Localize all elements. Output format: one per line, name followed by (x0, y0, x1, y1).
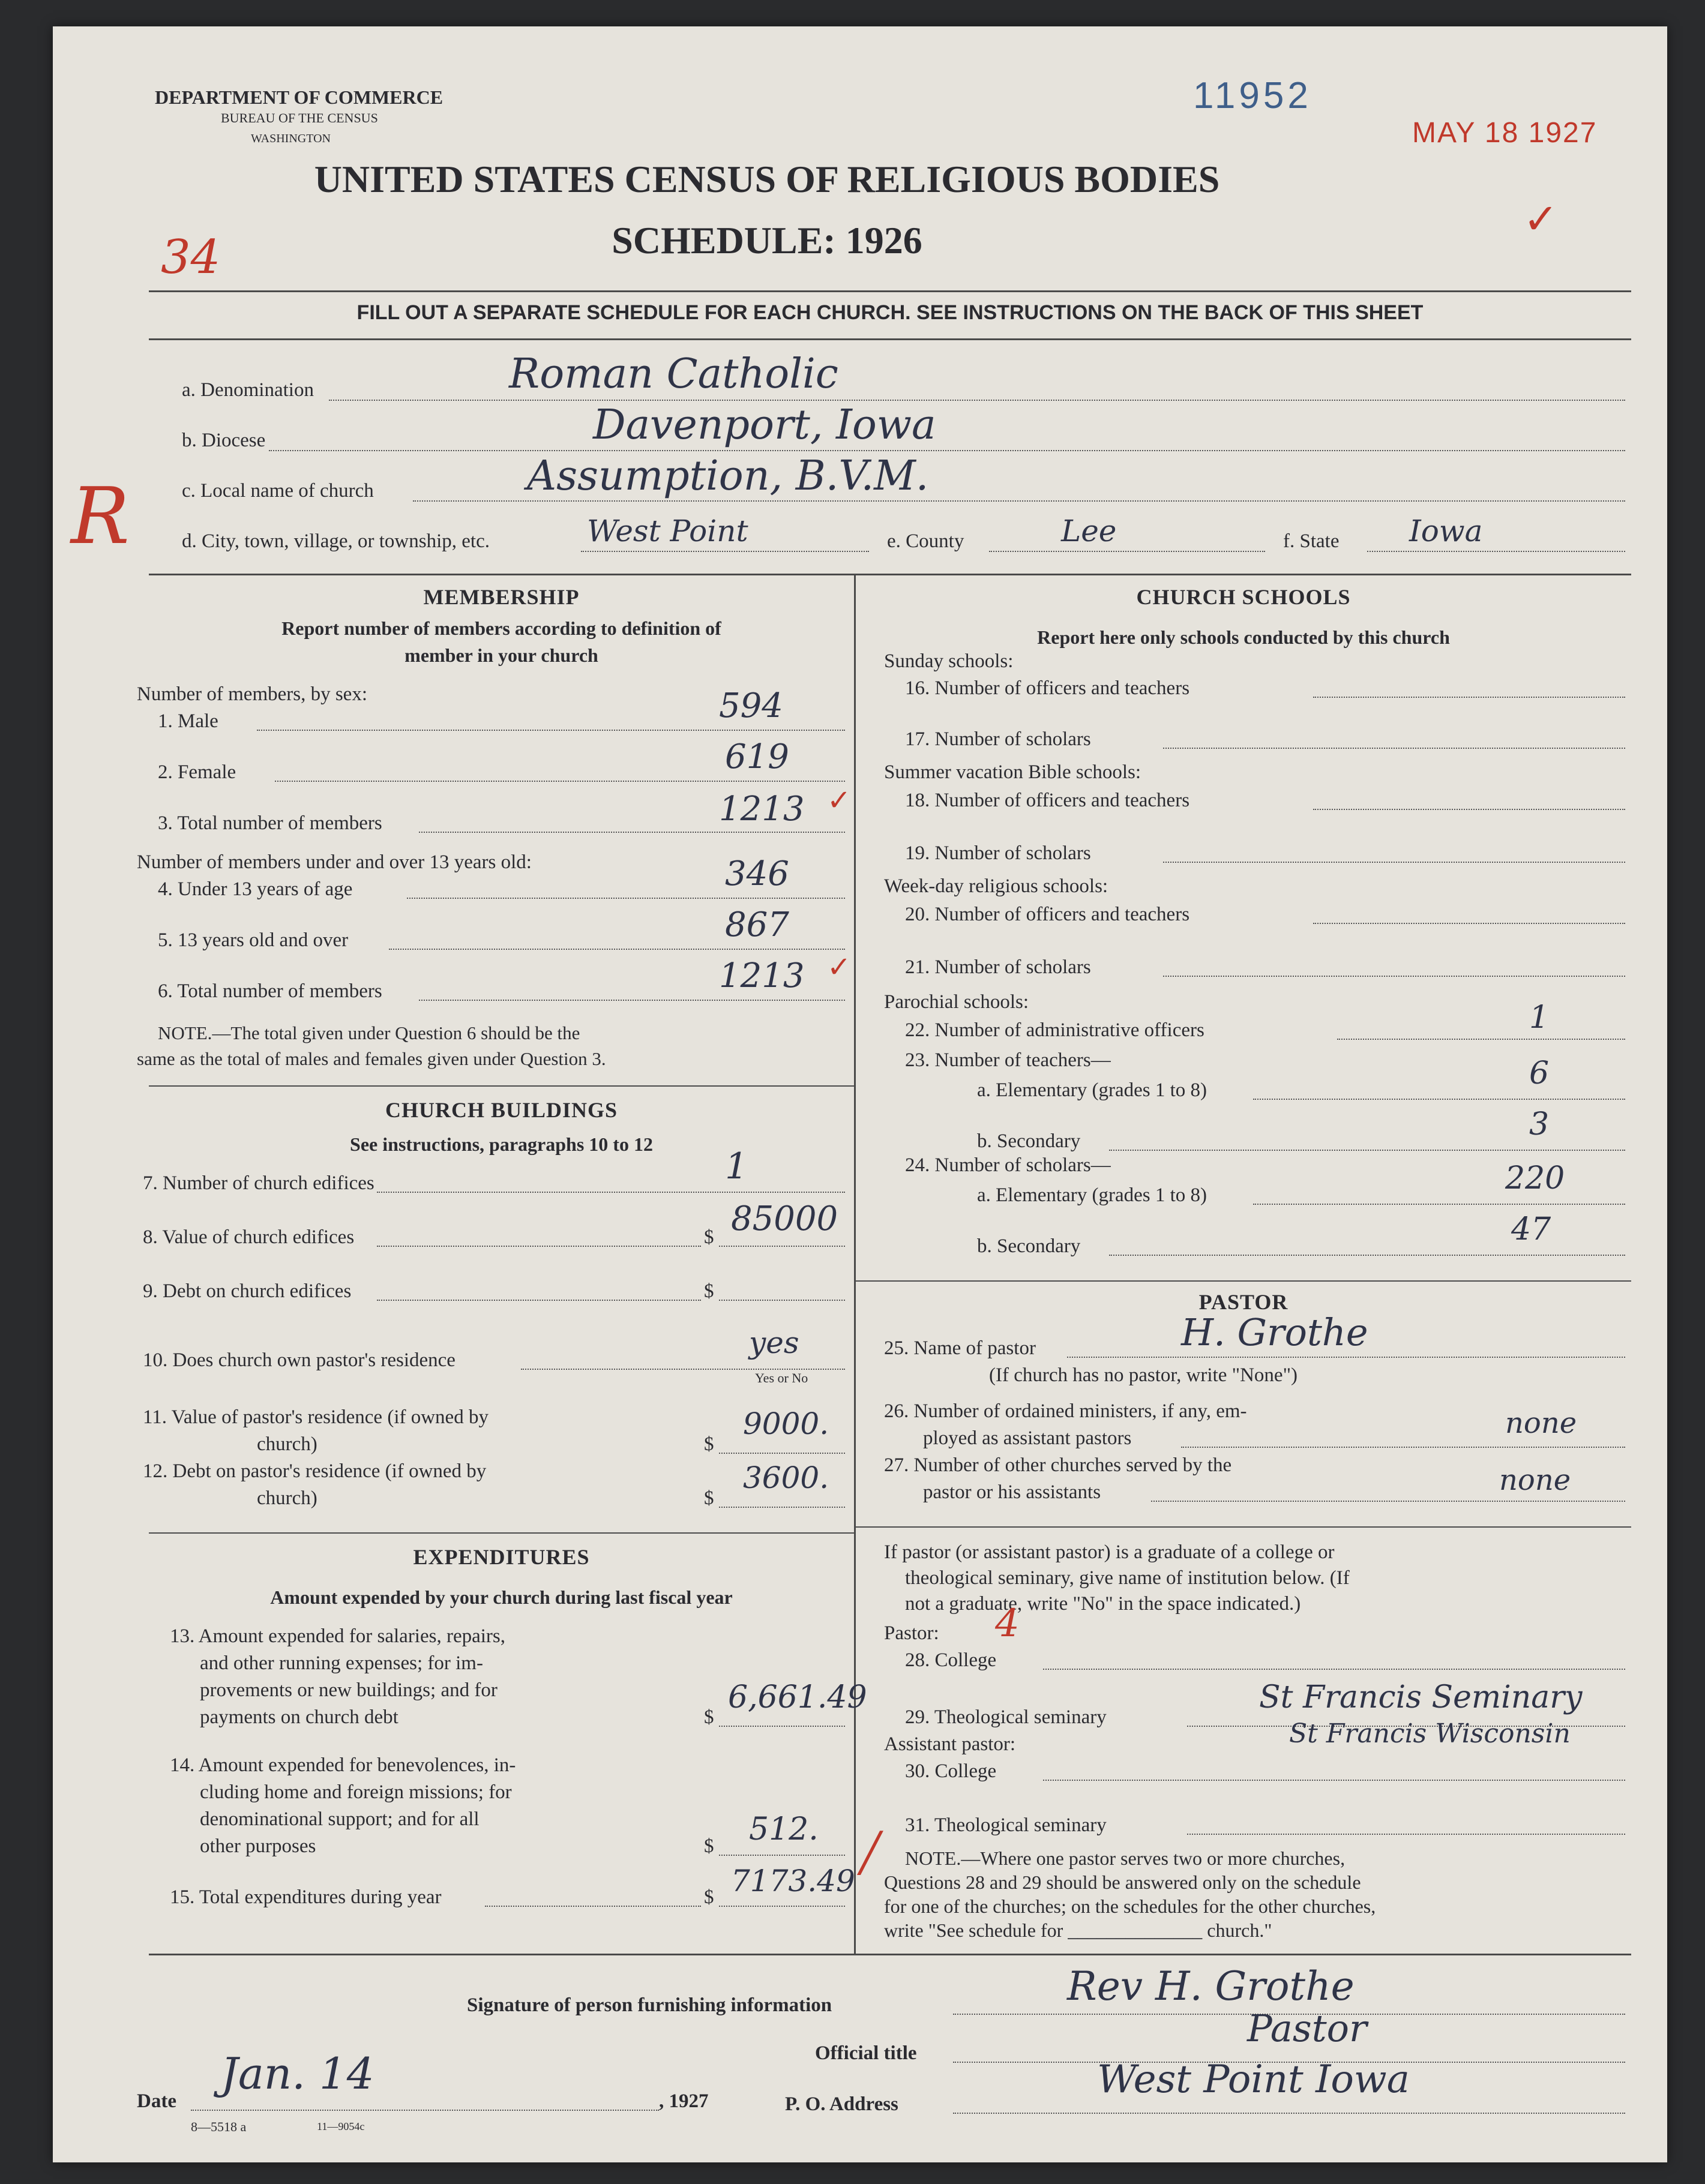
leader (1313, 809, 1625, 810)
expenditures-sub: Amount expended by your church during last fiscal year (270, 1586, 733, 1608)
q26-label-1: 26. Number of ordained ministers, if any, em- (884, 1400, 1247, 1422)
q12-label-2: church) (257, 1487, 317, 1509)
graduate-text-2: theological seminary, give name of institution below. (If (905, 1567, 1350, 1589)
red-mark: / (860, 1816, 879, 1889)
q22-label: 22. Number of administrative officers (905, 1019, 1204, 1041)
leader (1163, 976, 1625, 977)
leader (581, 551, 869, 552)
q16-label: 16. Number of officers and teachers (905, 677, 1190, 699)
state-label: f. State (1283, 530, 1340, 552)
q21-label: 21. Number of scholars (905, 956, 1091, 978)
by-sex-label: Number of members, by sex: (137, 683, 367, 705)
column-divider (854, 574, 856, 1954)
red-annotation: 4 (995, 1601, 1020, 1646)
q9-label: 9. Debt on church edifices (143, 1280, 352, 1302)
leader (377, 1192, 845, 1193)
sunday-label: Sunday schools: (884, 650, 1014, 672)
date-label: Date (137, 2090, 176, 2112)
pastor-sub-label: Pastor: (884, 1622, 939, 1644)
q26-value: none (1505, 1406, 1577, 1440)
leader (1067, 1357, 1625, 1358)
q1-label: 1. Male (158, 710, 218, 732)
membership-intro-1: Report number of members according to definition of (281, 617, 721, 639)
leader (1367, 551, 1625, 552)
leader (1313, 697, 1625, 698)
city-field-label: d. City, town, village, or township, etc. (182, 530, 490, 552)
q23b-label: b. Secondary (977, 1130, 1081, 1152)
q10-label: 10. Does church own pastor's residence (143, 1349, 456, 1371)
leader (407, 898, 845, 899)
q27-label-2: pastor or his assistants (923, 1481, 1101, 1503)
q4-value: 346 (725, 854, 789, 893)
dollar-sign: $ (704, 1433, 714, 1455)
rule (149, 290, 1631, 292)
department-label: DEPARTMENT OF COMMERCE (155, 86, 444, 108)
buildings-sub: See instructions, paragraphs 10 to 12 (350, 1133, 653, 1155)
q6-value: 1213 (719, 956, 805, 995)
form-title: UNITED STATES CENSUS OF RELIGIOUS BODIES (314, 158, 1220, 200)
q13-value: 6,661.49 (728, 1679, 867, 1715)
q11-label-2: church) (257, 1433, 317, 1455)
diocese-value: Davenport, Iowa (593, 401, 936, 449)
q20-label: 20. Number of officers and teachers (905, 904, 1190, 925)
serial-number: 11952 (1193, 75, 1312, 116)
leader (485, 1906, 701, 1907)
pastor-note-2: Questions 28 and 29 should be answered only on the schedule (884, 1871, 1361, 1893)
q24-label: 24. Number of scholars— (905, 1154, 1111, 1176)
leader (1043, 1669, 1625, 1670)
leader (1151, 1501, 1625, 1502)
leader (1181, 1447, 1625, 1448)
county-value: Lee (1061, 514, 1117, 548)
denomination-value: Roman Catholic (509, 350, 838, 398)
pastor-note-4: write "See schedule for ______________ church." (884, 1919, 1272, 1941)
dollar-sign: $ (704, 1280, 714, 1302)
leader (719, 1246, 845, 1247)
q25-note: (If church has no pastor, write "None") (989, 1364, 1298, 1386)
rule (149, 1532, 854, 1534)
by-age-label: Number of members under and over 13 years old: (137, 851, 532, 873)
q18-label: 18. Number of officers and teachers (905, 790, 1190, 811)
rule (856, 1280, 1631, 1282)
q15-value: 7173.49 (731, 1864, 855, 1898)
q10-value: yes (749, 1325, 799, 1360)
check-mark: ✓ (827, 785, 852, 817)
q27-label-1: 27. Number of other churches served by the (884, 1454, 1232, 1476)
q29-value-2: St Francis Wisconsin (1289, 1718, 1571, 1749)
summer-label: Summer vacation Bible schools: (884, 761, 1141, 783)
leader (1043, 1780, 1625, 1781)
city-label: WASHINGTON (251, 132, 331, 145)
date-value: Jan. 14 (221, 2048, 374, 2099)
parochial-label: Parochial schools: (884, 991, 1029, 1013)
q27-value: none (1499, 1463, 1571, 1497)
q14-line-3: denominational support; and for all (200, 1808, 480, 1830)
leader (1337, 1039, 1625, 1040)
check-mark: ✓ (827, 952, 852, 983)
dollar-sign: $ (704, 1226, 714, 1248)
leader (1109, 1255, 1625, 1256)
q3-label: 3. Total number of members (158, 812, 382, 834)
denomination-label: a. Denomination (182, 379, 314, 401)
leader (989, 551, 1265, 552)
dollar-sign: $ (704, 1706, 714, 1728)
received-date-stamp: MAY 18 1927 (1412, 117, 1598, 149)
leader (275, 781, 845, 782)
leader (1253, 1204, 1625, 1205)
po-address-label: P. O. Address (785, 2093, 898, 2115)
leader (257, 730, 845, 731)
leader (377, 1300, 701, 1301)
leader (1187, 1834, 1625, 1835)
q31-label: 31. Theological seminary (905, 1814, 1107, 1836)
q24a-label: a. Elementary (grades 1 to 8) (977, 1184, 1207, 1206)
leader (719, 1453, 845, 1454)
q17-label: 17. Number of scholars (905, 728, 1091, 750)
q7-value: 1 (725, 1145, 748, 1187)
signature-value: Rev H. Grothe (1067, 1963, 1355, 2009)
q23-label: 23. Number of teachers— (905, 1049, 1111, 1071)
q13-line-3: provements or new buildings; and for (200, 1679, 498, 1701)
schools-intro: Report here only schools conducted by this church (1037, 626, 1450, 648)
q12-value: 3600. (743, 1460, 829, 1495)
leader (719, 1906, 845, 1907)
leader (329, 400, 1625, 401)
dollar-sign: $ (704, 1886, 714, 1908)
q19-label: 19. Number of scholars (905, 842, 1091, 864)
leader (269, 450, 1625, 451)
dollar-sign: $ (704, 1835, 714, 1857)
leader (389, 949, 845, 950)
q24a-value: 220 (1505, 1160, 1565, 1196)
leader (1163, 748, 1625, 749)
state-value: Iowa (1409, 514, 1483, 548)
q14-line-1: 14. Amount expended for benevolences, in- (170, 1754, 516, 1776)
q3-value: 1213 (719, 790, 805, 829)
q26-label-2: ployed as assistant pastors (923, 1427, 1132, 1449)
schedule-title: SCHEDULE: 1926 (612, 219, 922, 262)
membership-heading: MEMBERSHIP (423, 585, 580, 609)
q14-value: 512. (749, 1811, 819, 1847)
official-title-label: Official title (815, 2042, 917, 2064)
q28-label: 28. College (905, 1649, 997, 1671)
assistant-label: Assistant pastor: (884, 1733, 1016, 1755)
leader (377, 1246, 701, 1247)
local-name-label: c. Local name of church (182, 480, 374, 502)
date-year: , 1927 (659, 2090, 709, 2112)
local-name-value: Assumption, B.V.M. (527, 452, 929, 500)
q4-label: 4. Under 13 years of age (158, 878, 353, 900)
q12-label-1: 12. Debt on pastor's residence (if owned by (143, 1460, 487, 1482)
leader (1163, 862, 1625, 863)
q14-line-4: other purposes (200, 1835, 316, 1857)
print-number: 11—9054c (317, 2120, 365, 2132)
graduate-text-3: not a graduate, write "No" in the space indicated.) (905, 1593, 1301, 1615)
q7-label: 7. Number of church edifices (143, 1172, 374, 1194)
leader (719, 1507, 845, 1508)
q1-value: 594 (719, 686, 783, 725)
q22-value: 1 (1529, 1000, 1550, 1036)
bureau-label: BUREAU OF THE CENSUS (221, 110, 378, 125)
rule (149, 1085, 854, 1087)
q8-value: 85000 (731, 1199, 838, 1238)
diocese-label: b. Diocese (182, 430, 266, 451)
q11-value: 9000. (743, 1406, 829, 1441)
q13-line-2: and other running expenses; for im- (200, 1652, 483, 1674)
membership-note-2: same as the total of males and females given under Question 3. (137, 1048, 606, 1069)
dollar-sign: $ (704, 1487, 714, 1509)
pastor-heading: PASTOR (1198, 1290, 1289, 1314)
city-value: West Point (587, 514, 748, 548)
rule (149, 338, 1631, 340)
po-address-value: West Point Iowa (1097, 2057, 1410, 2102)
instructions-banner: FILL OUT A SEPARATE SCHEDULE FOR EACH CHURCH. SEE INSTRUCTIONS ON THE BACK OF THIS SHEET (356, 301, 1424, 324)
check-mark: ✓ (1523, 197, 1559, 243)
q24b-value: 47 (1511, 1211, 1551, 1247)
q2-value: 619 (725, 737, 789, 776)
q25-label: 25. Name of pastor (884, 1337, 1036, 1359)
leader (1109, 1150, 1625, 1151)
q5-value: 867 (725, 905, 789, 944)
yes-no-hint: Yes or No (755, 1370, 808, 1385)
q5-label: 5. 13 years old and over (158, 929, 349, 951)
q29-label: 29. Theological seminary (905, 1706, 1107, 1728)
q11-label-1: 11. Value of pastor's residence (if owned by (143, 1406, 489, 1428)
q15-label: 15. Total expenditures during year (170, 1886, 442, 1908)
pastor-note-3: for one of the churches; on the schedules for the other churches, (884, 1895, 1376, 1917)
q29-value-1: St Francis Seminary (1259, 1679, 1583, 1715)
leader (1253, 1099, 1625, 1100)
weekday-label: Week-day religious schools: (884, 875, 1108, 897)
signature-label: Signature of person furnishing information (467, 1994, 832, 2016)
leader (191, 2110, 659, 2111)
rule (856, 1526, 1631, 1528)
leader (953, 2113, 1625, 2114)
form-number: 8—5518 a (191, 2119, 247, 2134)
leader (1313, 923, 1625, 924)
membership-intro-2: member in your church (404, 644, 598, 666)
membership-note-1: NOTE.—The total given under Question 6 should be the (158, 1022, 580, 1043)
census-schedule-sheet (53, 26, 1667, 2162)
graduate-text-1: If pastor (or assistant pastor) is a graduate of a college or (884, 1541, 1335, 1563)
margin-number: 34 (161, 230, 221, 284)
q24b-label: b. Secondary (977, 1235, 1081, 1257)
q30-label: 30. College (905, 1760, 997, 1782)
q25-value: H. Grothe (1181, 1310, 1368, 1354)
leader (419, 1000, 845, 1001)
rule (149, 574, 1631, 575)
leader (419, 832, 845, 833)
leader (521, 1369, 845, 1370)
leader (719, 1726, 845, 1727)
pastor-note-1: NOTE.—Where one pastor serves two or more churches, (905, 1847, 1346, 1869)
rule (149, 1954, 1631, 1955)
q2-label: 2. Female (158, 761, 236, 783)
leader (719, 1855, 845, 1856)
q13-line-1: 13. Amount expended for salaries, repairs, (170, 1625, 506, 1647)
q6-label: 6. Total number of members (158, 980, 382, 1002)
official-title-value: Pastor (1247, 2006, 1367, 2050)
q23a-value: 6 (1529, 1055, 1550, 1091)
q14-line-2: cluding home and foreign missions; for (200, 1781, 512, 1803)
expenditures-heading: EXPENDITURES (413, 1545, 590, 1569)
leader (719, 1300, 845, 1301)
schools-heading: CHURCH SCHOOLS (1136, 585, 1351, 609)
q23b-value: 3 (1529, 1106, 1550, 1142)
q8-label: 8. Value of church edifices (143, 1226, 355, 1248)
q23a-label: a. Elementary (grades 1 to 8) (977, 1079, 1207, 1101)
buildings-heading: CHURCH BUILDINGS (385, 1098, 618, 1122)
leader (413, 500, 1625, 502)
county-label: e. County (887, 530, 964, 552)
margin-letter: R (71, 470, 130, 562)
q13-line-4: payments on church debt (200, 1706, 398, 1728)
